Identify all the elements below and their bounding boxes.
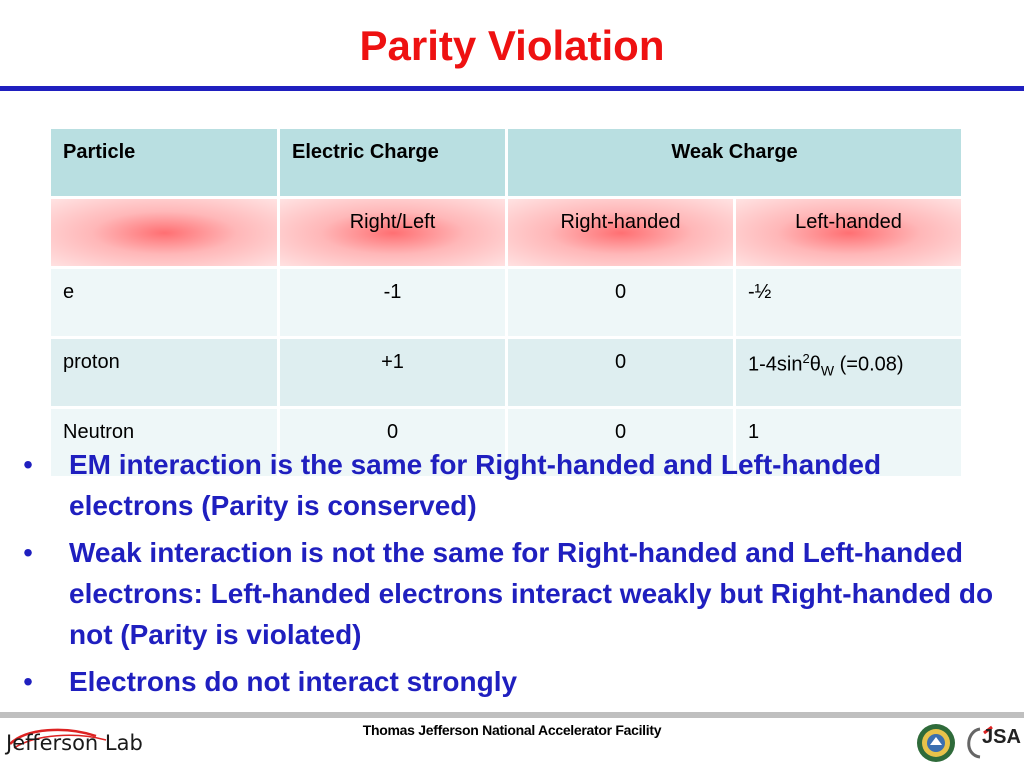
charge-table-grid	[48, 126, 964, 479]
formula-suffix: (=0.08)	[834, 353, 904, 376]
subheader-left-handed: Left-handed	[735, 198, 963, 268]
formula-subscript: W	[820, 362, 835, 379]
charge-table	[48, 126, 961, 479]
cell-electric-charge: +1	[279, 338, 507, 408]
subheader-right-left: Right/Left	[279, 198, 507, 268]
formula-superscript: 2	[802, 351, 810, 366]
jsa-logo-text: JSA	[982, 726, 1021, 748]
footer-facility-name: Thomas Jefferson National Accelerator Facility	[362, 722, 662, 738]
cell-particle: Neutron	[50, 408, 279, 478]
cell-weak-right: 0	[507, 408, 735, 478]
cell-weak-left: 1	[735, 408, 963, 478]
footer-divider	[0, 712, 1024, 718]
bullet-list	[18, 444, 1008, 708]
table-subheader-row	[50, 198, 963, 268]
cell-electric-charge: -1	[279, 268, 507, 338]
header-weak-charge: Weak Charge	[507, 128, 963, 198]
table-row	[50, 338, 963, 408]
header-electric-charge: Electric Charge	[279, 128, 507, 198]
bullet-item	[18, 444, 1008, 526]
title-divider	[0, 86, 1024, 91]
bullet-item	[18, 532, 1008, 655]
cell-weak-left: -½	[735, 268, 963, 338]
header-particle: Particle	[50, 128, 279, 198]
table-row	[50, 268, 963, 338]
formula-prefix: 1-4sin	[748, 353, 803, 376]
bullet-dot-icon: •	[23, 666, 33, 697]
cell-particle: proton	[50, 338, 279, 408]
bullet-text: Electrons do not interact strongly	[69, 666, 518, 697]
bullet-dot-icon: •	[23, 537, 33, 568]
doe-seal-icon	[916, 723, 956, 763]
formula-theta: θ	[809, 353, 821, 376]
cell-weak-right: 0	[507, 338, 735, 408]
bullet-text: EM interaction is the same for Right-handed and Left-handed electrons (Parity is conserved)	[69, 449, 882, 521]
bullet-item	[18, 661, 1008, 702]
cell-weak-left	[735, 338, 963, 408]
subheader-right-handed: Right-handed	[507, 198, 735, 268]
slide-title: Parity Violation	[359, 22, 665, 69]
cell-particle: e	[50, 268, 279, 338]
cell-weak-right: 0	[507, 268, 735, 338]
table-header-row	[50, 128, 963, 198]
jefferson-lab-logo-text: Jefferson Lab	[6, 731, 143, 755]
bullet-text: Weak interaction is not the same for Right-handed and Left-handed electrons: Left-handed electrons interact weakly but Right-handed do not (Parity is violated)	[69, 537, 994, 650]
cell-electric-charge: 0	[279, 408, 507, 478]
bullet-dot-icon: •	[23, 449, 33, 480]
subheader-particle	[50, 198, 279, 268]
